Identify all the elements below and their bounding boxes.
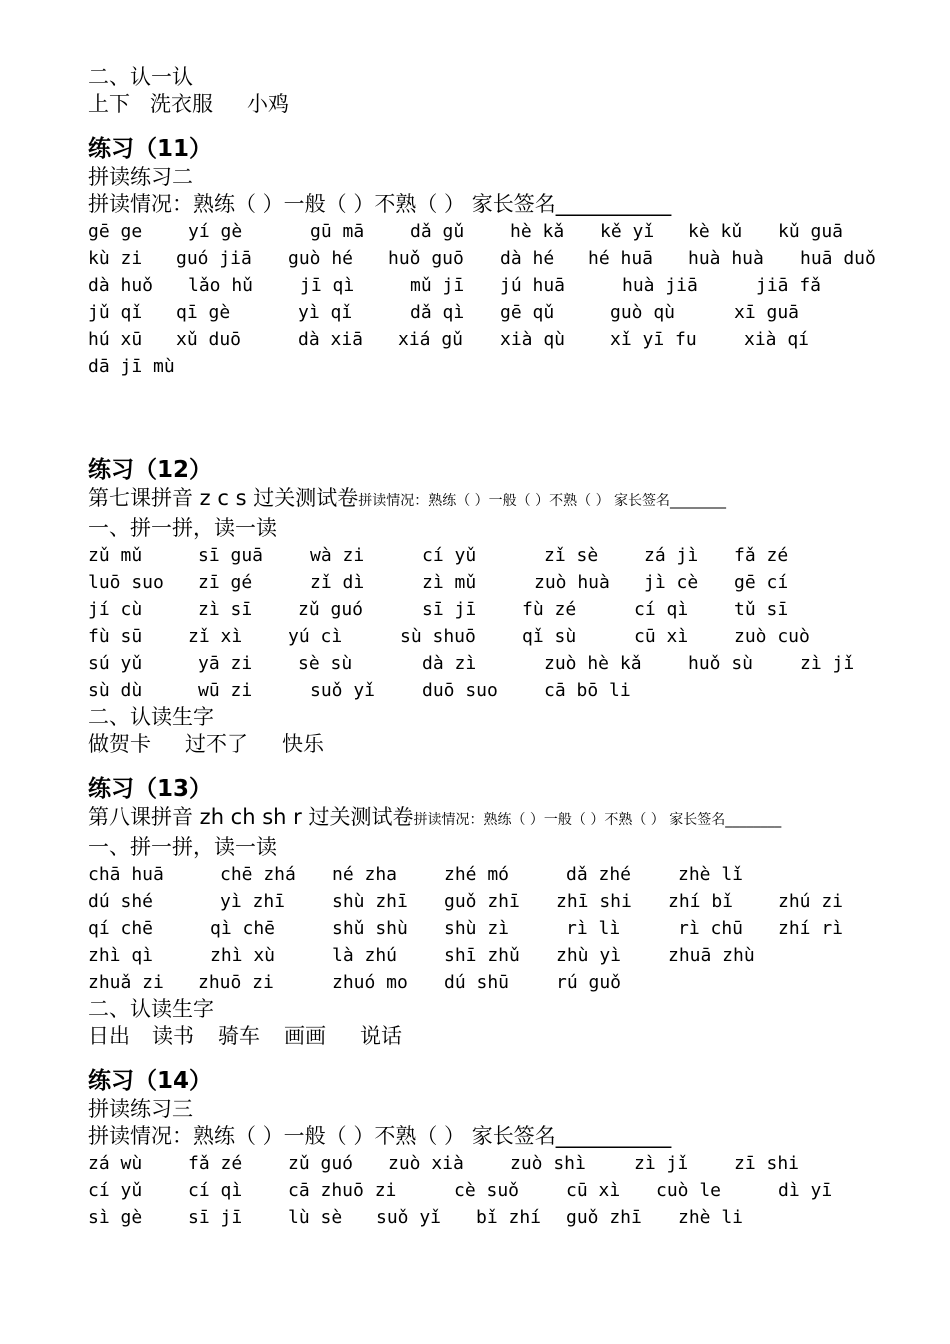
word: 过不了 (185, 732, 248, 756)
pinyin-word: dà hé (500, 248, 555, 269)
pinyin-word: qí chē (88, 918, 154, 939)
pinyin-word: zhuō zi (198, 972, 274, 993)
pinyin-word: lù sè (288, 1207, 343, 1228)
pinyin-word: wà zi (310, 545, 365, 566)
word: 做贺卡 (88, 732, 151, 756)
section-heading: 二、认读生字 (88, 705, 214, 729)
pinyin-word: cí yǔ (88, 1180, 143, 1201)
pinyin-row (88, 245, 928, 272)
word: 日出 (88, 1024, 130, 1048)
pinyin-word: shǔ shù (332, 918, 408, 939)
pinyin-word: cā zhuō zi (288, 1180, 397, 1201)
pinyin-word: zhú zi (778, 891, 844, 912)
pinyin-word: tǔ sī (734, 599, 789, 620)
pinyin-word: zhí bǐ (668, 891, 734, 912)
pinyin-word: guó jiā (176, 248, 252, 269)
pinyin-word: rú guǒ (556, 972, 622, 993)
exercise-11-title: 练习（11） (88, 136, 213, 162)
pinyin-word: zhuā zhù (668, 945, 755, 966)
top-heading: 二、认一认 (88, 65, 193, 89)
word: 说话 (360, 1024, 402, 1048)
pinyin-row (88, 569, 928, 596)
section-heading: 一、拼一拼，读一读 (88, 516, 277, 540)
pinyin-row (88, 596, 928, 623)
pinyin-word: rì chū (678, 918, 744, 939)
pinyin-word: zuò cuò (734, 626, 810, 647)
pinyin-word: shù zì (444, 918, 510, 939)
pinyin-word: dà zì (422, 653, 477, 674)
pinyin-word: zhì xù (210, 945, 276, 966)
worksheet-page (88, 64, 928, 1231)
pinyin-word: jiā fǎ (756, 275, 822, 296)
pinyin-row (88, 299, 928, 326)
pinyin-word: kǔ guā (778, 221, 844, 242)
pinyin-word: sù shuō (400, 626, 476, 647)
pinyin-word: zhé mó (444, 864, 510, 885)
word: 骑车 (218, 1024, 260, 1048)
pinyin-word: né zha (332, 864, 398, 885)
pinyin-word: guǒ zhī (566, 1207, 642, 1228)
pinyin-word: dā jī mù (88, 356, 175, 377)
pinyin-word: huà jiā (622, 275, 698, 296)
pinyin-word: huǒ guō (388, 248, 464, 269)
pinyin-word: zǐ sè (544, 545, 599, 566)
pinyin-word: zhī shi (556, 891, 632, 912)
exercise-14-subtitle: 拼读练习三 (88, 1097, 193, 1121)
pinyin-word: kù zi (88, 248, 143, 269)
pinyin-word: jì cè (644, 572, 699, 593)
pinyin-word: zá jì (644, 545, 699, 566)
pinyin-word: zuò xià (388, 1153, 464, 1174)
pinyin-word: yì zhī (220, 891, 286, 912)
word: 小鸡 (247, 92, 289, 116)
pinyin-word: fǎ zé (188, 1153, 243, 1174)
pinyin-word: xī guā (734, 302, 800, 323)
pinyin-word: shù zhī (332, 891, 408, 912)
pinyin-word: guò qù (610, 302, 676, 323)
pinyin-word: cí yǔ (422, 545, 477, 566)
pinyin-word: xià qù (500, 329, 566, 350)
pinyin-word: zǐ dì (310, 572, 365, 593)
pinyin-word: dǎ qì (410, 302, 465, 323)
pinyin-word: guò hé (288, 248, 354, 269)
pinyin-word: zǔ mǔ (88, 545, 143, 566)
pinyin-word: zì jǐ (634, 1153, 689, 1174)
character-words (88, 731, 928, 758)
pinyin-word: gē ge (88, 221, 143, 242)
pinyin-word: fù sū (88, 626, 143, 647)
pinyin-word: jǔ qǐ (88, 302, 143, 323)
pinyin-word: zhè li (678, 1207, 744, 1228)
pinyin-word: dǎ gǔ (410, 221, 465, 242)
pinyin-word: fù zé (522, 599, 577, 620)
pinyin-word: huā duǒ (800, 248, 876, 269)
pinyin-word: chā huā (88, 864, 164, 885)
pinyin-word: qī gè (176, 302, 231, 323)
pinyin-word: kè kǔ (688, 221, 743, 242)
exercise-14-title: 练习（14） (88, 1068, 213, 1094)
pinyin-word: qì chē (210, 918, 276, 939)
pinyin-row (88, 650, 928, 677)
exercise-12-title: 练习（12） (88, 457, 213, 483)
pinyin-word: zǔ guó (298, 599, 364, 620)
pinyin-word: shī zhǔ (444, 945, 520, 966)
pinyin-word: zhuǎ zi (88, 972, 164, 993)
exercise-14-status: 拼读情况：熟练（ ）一般（ ）不熟（ ） 家长签名___________ (88, 1124, 672, 1148)
pinyin-word: zī gé (198, 572, 253, 593)
pinyin-word: dà huǒ (88, 275, 154, 296)
top-words (88, 91, 928, 118)
pinyin-word: zǐ xì (188, 626, 243, 647)
pinyin-word: yì qǐ (298, 302, 353, 323)
pinyin-word: zuò huà (534, 572, 610, 593)
pinyin-word: zuò hè kǎ (544, 653, 642, 674)
pinyin-word: luō suo (88, 572, 164, 593)
pinyin-word: dà xiā (298, 329, 364, 350)
lesson-title: 第八课拼音 zh ch sh r 过关测试卷 (88, 805, 414, 829)
section-heading: 二、认读生字 (88, 997, 214, 1021)
pinyin-word: mǔ jī (410, 275, 465, 296)
pinyin-word: jú huā (500, 275, 566, 296)
pinyin-word: jí cù (88, 599, 143, 620)
pinyin-word: duō suo (422, 680, 498, 701)
pinyin-word: zhuó mo (332, 972, 408, 993)
pinyin-word: xǐ yī fu (610, 329, 697, 350)
pinyin-word: sī jī (188, 1207, 243, 1228)
pinyin-word: cā bō li (544, 680, 631, 701)
pinyin-row (88, 623, 928, 650)
pinyin-word: qǐ sù (522, 626, 577, 647)
reading-status: 拼读情况：熟练（ ）一般（ ）不熟（ ） 家长签名________ (413, 812, 782, 828)
pinyin-word: yā zi (198, 653, 253, 674)
character-words (88, 1023, 928, 1050)
pinyin-word: dǎ zhé (566, 864, 632, 885)
pinyin-word: cū xì (634, 626, 689, 647)
pinyin-word: yí gè (188, 221, 243, 242)
pinyin-word: zì sī (198, 599, 253, 620)
lesson-title: 第七课拼音 z c s 过关测试卷 (88, 486, 359, 510)
pinyin-word: lǎo hǔ (188, 275, 254, 296)
pinyin-word: sī jī (422, 599, 477, 620)
word: 画画 (284, 1024, 326, 1048)
pinyin-row (88, 1150, 928, 1177)
pinyin-word: zì mǔ (422, 572, 477, 593)
pinyin-word: zī shi (734, 1153, 800, 1174)
pinyin-word: cè suǒ (454, 1180, 520, 1201)
pinyin-word: sù dù (88, 680, 143, 701)
pinyin-row (88, 542, 928, 569)
word: 读书 (152, 1024, 194, 1048)
pinyin-word: gē qǔ (500, 302, 555, 323)
pinyin-word: zhè lǐ (678, 864, 744, 885)
pinyin-word: zá wù (88, 1153, 143, 1174)
pinyin-row (88, 353, 928, 380)
pinyin-word: zuò shì (510, 1153, 586, 1174)
pinyin-row (88, 969, 928, 996)
pinyin-word: rì lì (566, 918, 621, 939)
pinyin-word: dú shū (444, 972, 510, 993)
exercise-13-title: 练习（13） (88, 776, 213, 802)
pinyin-word: huà huà (688, 248, 764, 269)
pinyin-word: sú yǔ (88, 653, 143, 674)
word: 快乐 (282, 732, 324, 756)
pinyin-row (88, 888, 928, 915)
pinyin-word: wū zi (198, 680, 253, 701)
pinyin-word: hé huā (588, 248, 654, 269)
pinyin-word: xià qí (744, 329, 810, 350)
pinyin-word: sì gè (88, 1207, 143, 1228)
section-heading: 一、拼一拼，读一读 (88, 835, 277, 859)
exercise-11-subtitle: 拼读练习二 (88, 165, 193, 189)
pinyin-word: fǎ zé (734, 545, 789, 566)
word: 上下 (88, 92, 130, 116)
pinyin-row (88, 272, 928, 299)
pinyin-word: zhì qì (88, 945, 154, 966)
pinyin-word: hú xū (88, 329, 143, 350)
pinyin-row (88, 677, 928, 704)
pinyin-word: xiá gǔ (398, 329, 464, 350)
pinyin-word: yú cì (288, 626, 343, 647)
pinyin-word: zhù yì (556, 945, 622, 966)
pinyin-word: sè sù (298, 653, 353, 674)
pinyin-word: dú shé (88, 891, 154, 912)
pinyin-word: zǔ guó (288, 1153, 354, 1174)
pinyin-word: suǒ yǐ (310, 680, 376, 701)
pinyin-row (88, 861, 928, 888)
pinyin-row (88, 942, 928, 969)
pinyin-word: gē cí (734, 572, 789, 593)
pinyin-row (88, 326, 928, 353)
pinyin-word: dì yī (778, 1180, 833, 1201)
pinyin-row (88, 915, 928, 942)
pinyin-word: suǒ yǐ (376, 1207, 442, 1228)
pinyin-word: bǐ zhí (476, 1207, 542, 1228)
pinyin-word: zì jǐ (800, 653, 855, 674)
pinyin-word: cí qì (188, 1180, 243, 1201)
pinyin-word: cuò le (656, 1180, 722, 1201)
pinyin-word: xǔ duō (176, 329, 242, 350)
pinyin-word: kě yǐ (600, 221, 655, 242)
pinyin-word: chē zhá (220, 864, 296, 885)
pinyin-word: cū xì (566, 1180, 621, 1201)
pinyin-word: gū mā (310, 221, 365, 242)
pinyin-word: cí qì (634, 599, 689, 620)
exercise-12-header (88, 485, 928, 515)
pinyin-word: sī guā (198, 545, 264, 566)
exercise-11-status: 拼读情况：熟练（ ）一般（ ）不熟（ ） 家长签名___________ (88, 192, 672, 216)
pinyin-word: guǒ zhī (444, 891, 520, 912)
pinyin-row (88, 218, 928, 245)
pinyin-word: hè kǎ (510, 221, 565, 242)
pinyin-word: jī qì (300, 275, 355, 296)
pinyin-word: là zhú (332, 945, 398, 966)
reading-status: 拼读情况：熟练（ ）一般（ ）不熟（ ） 家长签名________ (358, 493, 727, 509)
word: 洗衣服 (150, 92, 213, 116)
pinyin-row (88, 1177, 928, 1204)
pinyin-word: huǒ sù (688, 653, 754, 674)
pinyin-row (88, 1204, 928, 1231)
pinyin-word: zhí rì (778, 918, 844, 939)
exercise-13-header (88, 804, 928, 834)
